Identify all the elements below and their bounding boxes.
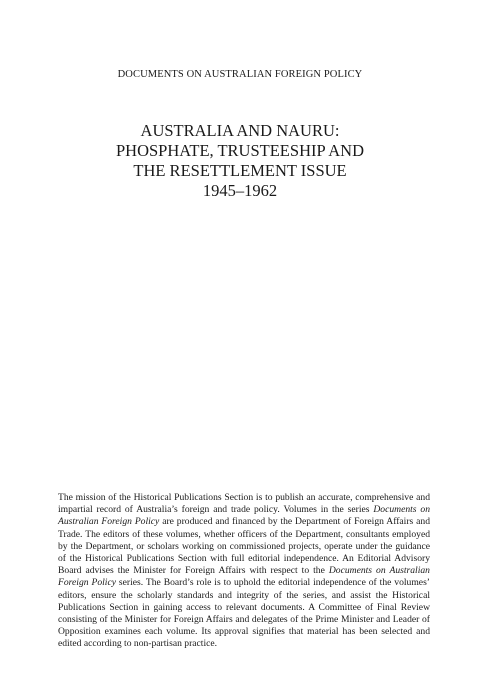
series-name-italic-1: Documents on Australian Foreign Policy	[58, 504, 431, 528]
title-years: 1945–1962	[202, 181, 278, 200]
series-heading: DOCUMENTS ON AUSTRALIAN FOREIGN POLICY	[117, 69, 363, 80]
mission-statement	[58, 492, 430, 651]
book-title	[0, 121, 480, 201]
title-line-3: THE RESETTLEMENT ISSUE	[133, 161, 347, 180]
mission-text-2: are produced and financed by the Department of Foreign Affairs and Trade. The editors of these volumes, whether officers of the Department, consultants employed by the Department, or scholars working on commissioned projects, operate under the guidance of the Historical Publications Section with full editorial independence. An Editorial Advisory Board advises the Minister for Foreign Affairs with respect to the	[58, 516, 430, 577]
mission-text-1: The mission of the Historical Publications Section is to publish an accurate, comprehensive and impartial record of Australia’s foreign and trade policy. Volumes in the series	[58, 492, 430, 516]
title-line-2: PHOSPHATE, TRUSTEESHIP AND	[116, 141, 364, 160]
mission-text-3: series. The Board’s role is to uphold the editorial independence of the volumes’ editors, ensure the scholarly standards and integrity of the series, and assist the Historical Publications Section in gaining access to relevant documents. A Committee of Final Review consisting of the Minister for Foreign Affairs and delegates of the Prime Minister and Leader of Opposition examines each volume. Its approval signifies that material has been selected and edited according to non-partisan practice.	[58, 577, 430, 650]
series-name-italic-2: Documents on Australian Foreign Policy	[58, 565, 430, 589]
title-line-1: AUSTRALIA AND NAURU:	[140, 121, 340, 140]
